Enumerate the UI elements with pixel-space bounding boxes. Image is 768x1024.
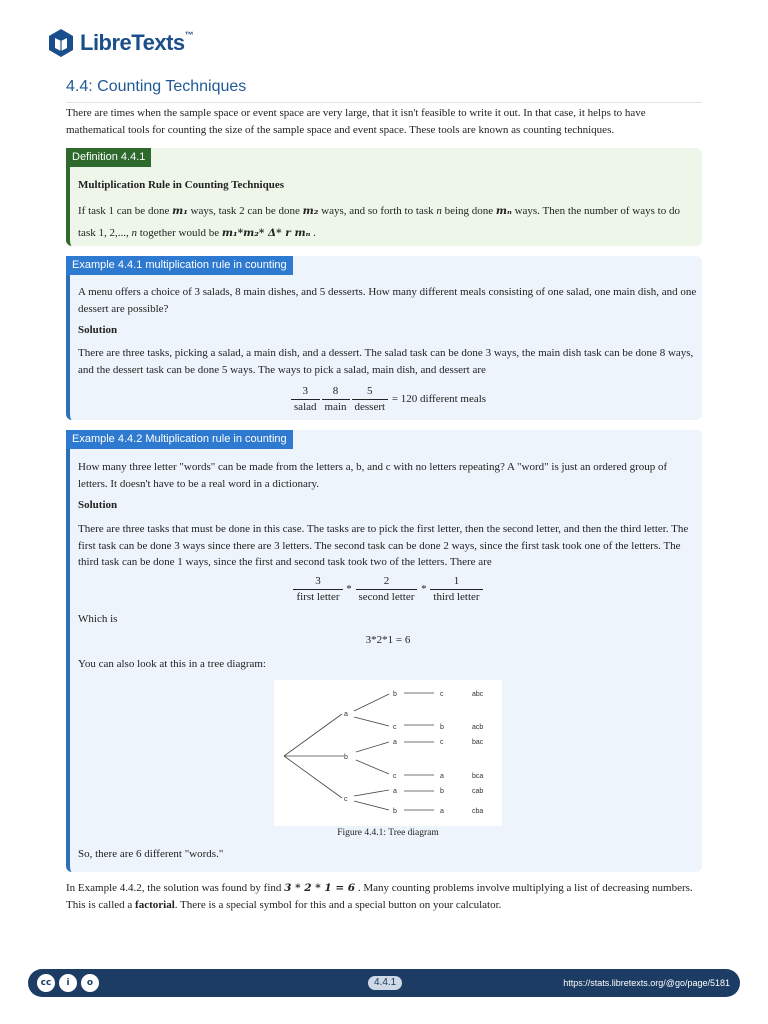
page-footer <box>28 969 740 997</box>
outro-paragraph: In Example 4.4.2, the solution was found by find 3 * 2 * 1 = 6 . Many counting problems involve multiplying a list of decreasing numbers. This is called a factorial. There is a special symbol for this and a special button on your calculator. <box>66 882 693 911</box>
cc-icon: cc <box>36 973 56 993</box>
tree-level2-node: c <box>393 773 397 780</box>
intro-paragraph: There are times when the sample space or event space are very large, that it isn't feasible to write it out. In that case, it helps to have mathematical tools for counting the size of the sample space and event space. These tools are known as counting techniques. <box>66 107 646 136</box>
creative-commons-license-icon[interactable] <box>36 973 100 993</box>
tree-level3-node: c <box>440 739 444 746</box>
tree-intro-text: You can also look at this in a tree diagram: <box>78 658 266 670</box>
fraction-second-letter: $\frac{2}{\text{second letter}}$ <box>356 574 418 605</box>
page-title: 4.4: Counting Techniques <box>66 78 247 95</box>
which-is-text: Which is <box>78 613 118 625</box>
example-1-box <box>66 256 702 420</box>
tree-word-acb: acb <box>472 724 484 731</box>
example-1-solution-label: Solution <box>78 324 118 336</box>
tree-level3-node: b <box>440 788 444 795</box>
tree-level2-node: c <box>393 724 397 731</box>
tree-diagram <box>274 680 502 826</box>
fraction-salad: $\frac{3}{\text{salad}}$ <box>291 384 320 415</box>
libretexts-hexagon-icon <box>46 28 76 58</box>
example-2-conclusion: So, there are 6 different "words." <box>78 848 224 860</box>
definition-tab: Definition 4.4.1 <box>66 148 151 167</box>
tree-level3-node: c <box>440 691 444 698</box>
tree-level2-node: a <box>393 739 397 746</box>
tree-word-abc: abc <box>472 691 484 698</box>
page-number-badge: 4.4.1 <box>368 976 402 990</box>
page-url-link[interactable]: https://stats.libretexts.org/@go/page/5181 <box>563 978 730 988</box>
fraction-first-letter: $\frac{3}{\text{first letter}}$ <box>293 574 342 605</box>
tree-level1-b: b <box>344 754 348 761</box>
example-2-question: How many three letter "words" can be made from the letters a, b, and c with no letters repeating? A "word" is just an ordered group of letters. It doesn't have to be a real word in a dictionary. <box>78 461 668 490</box>
example-2-box <box>66 430 702 872</box>
definition-body: If task 1 can be done m₁ ways, task 2 can be done m₂ ways, and so forth to task n being done mₙ ways. Then the number of ways to do task 1, 2,..., n together would be m₁*m₂* Δ* r mₙ . <box>78 205 680 239</box>
example-1-equation <box>78 384 698 415</box>
example-1-question: A menu offers a choice of 3 salads, 8 main dishes, and 5 desserts. How many different meals consisting of one salad, one main dish, and one dessert are possible? <box>78 286 697 315</box>
tree-level3-node: a <box>440 773 444 780</box>
example-1-solution-text: There are three tasks, picking a salad, a main dish, and a dessert. The salad task can be done 3 ways, the main dish task can be done 8 ways, and the dessert task can be done 5 ways. The ways to pick a salad, main dish, and dessert are <box>78 347 694 376</box>
tree-word-bca: bca <box>472 773 484 780</box>
tree-level2-node: a <box>393 788 397 795</box>
tree-level1-c: c <box>344 796 348 803</box>
example-2-fractions: $\frac{3}{\text{first letter}}$ * $\frac{2}{\text{second letter}}$ * $\frac{1}{\text{third letter}}$ <box>78 574 698 605</box>
tree-word-bac: bac <box>472 739 484 746</box>
tree-word-cba: cba <box>472 808 484 815</box>
libretexts-logo[interactable] <box>46 26 193 60</box>
example-1-tab: Example 4.4.1 multiplication rule in counting <box>66 256 293 275</box>
tree-level3-node: b <box>440 724 444 731</box>
attribution-icon: i <box>58 973 78 993</box>
outro-math: 3 * 2 * 1 = 6 <box>284 882 356 894</box>
definition-heading: Multiplication Rule in Counting Techniques <box>78 179 284 191</box>
title-divider <box>66 102 702 103</box>
equation-result: = 120 different meals <box>389 393 487 406</box>
tree-level2-node: b <box>393 691 397 698</box>
fraction-third-letter: $\frac{1}{\text{third letter}}$ <box>430 574 482 605</box>
product-equation: 3*2*1 = 6 <box>365 634 411 646</box>
tree-word-cab: cab <box>472 788 484 795</box>
example-2-tab: Example 4.4.2 Multiplication rule in counting <box>66 430 293 449</box>
tree-level1-a: a <box>344 711 348 718</box>
tree-level3-node: a <box>440 808 444 815</box>
definition-box <box>66 148 702 246</box>
example-2-solution-text: There are three tasks that must be done in this case. The tasks are to pick the first letter, then the second letter, and then the third letter. The first task can be done 3 ways since there are 3 letters. The second task can be done 2 ways, since the first task took one of the letters. The third task can be done 1 ways, since the first and second task took two of the letters. There are <box>78 523 689 568</box>
definition-product: m₁*m₂* Δ* r mₙ <box>221 227 311 239</box>
tree-level2-node: b <box>393 808 397 815</box>
logo-text: LibreTexts™ <box>80 30 194 55</box>
factorial-term: factorial <box>135 898 175 911</box>
fraction-main: $\frac{8}{\text{main}}$ <box>322 384 350 415</box>
example-2-solution-label: Solution <box>78 499 118 511</box>
fraction-dessert: $\frac{5}{\text{dessert}}$ <box>352 384 389 415</box>
figure-caption: Figure 4.4.1: Tree diagram <box>337 828 439 838</box>
sharealike-icon: o <box>80 973 100 993</box>
